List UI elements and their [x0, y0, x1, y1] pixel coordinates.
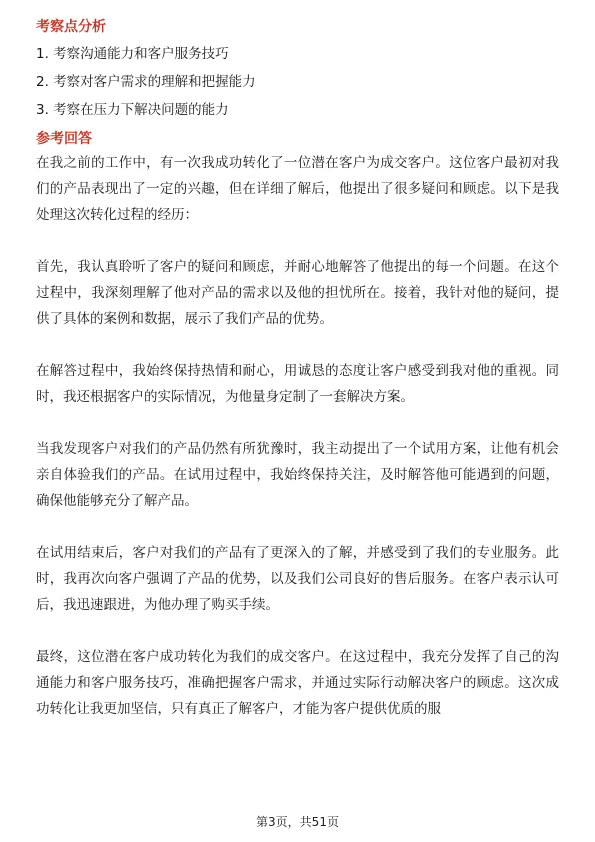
answer-paragraph: 在解答过程中，我始终保持热情和耐心，用诚恳的态度让客户感受到我对他的重视。同时，我还根据客户的实际情况，为他量身定制了一套解决方案。 — [36, 363, 559, 405]
paragraph-gap — [36, 228, 559, 254]
answer-paragraph: 在我之前的工作中，有一次我成功转化了一位潜在客户为成交客户。这位客户最初对我们的产品表现出了一定的兴趣，但在详细了解后，他提出了很多疑问和顾虑。以下是我处理这次转化过程的经历： — [36, 155, 559, 223]
paragraph-gap — [36, 514, 559, 540]
paragraph-gap — [36, 618, 559, 644]
answer-paragraph: 首先，我认真聆听了客户的疑问和顾虑，并耐心地解答了他提出的每一个问题。在这个过程中，我深刻理解了他对产品的需求以及他的担忧所在。接着，我针对他的疑问，提供了具体的案例和数据，展示了我们产品的优势。 — [36, 259, 559, 327]
paragraph-gap — [36, 410, 559, 436]
answer-paragraph: 在试用结束后，客户对我们的产品有了更深入的了解，并感受到了我们的专业服务。此时，我再次向客户强调了产品的优势，以及我们公司良好的售后服务。在客户表示认可后，我迅速跟进，为他办理了购买手续。 — [36, 545, 559, 613]
answer-paragraph: 最终，这位潜在客户成功转化为我们的成交客户。在这过程中，我充分发挥了自己的沟通能力和客户服务技巧，准确把握客户需求，并通过实际行动解决客户的顾虑。这次成功转化让我更加坚信，只有真正了解客户，才能为客户提供优质的服 — [36, 649, 559, 717]
list-item: 2. 考察对客户需求的理解和把握能力 — [36, 74, 256, 90]
analysis-heading: 考察点分析 — [36, 19, 106, 35]
paragraph-gap — [36, 332, 559, 358]
analysis-list — [36, 40, 559, 124]
page-number: 第3页，共51页 — [256, 815, 339, 829]
answer-heading: 参考回答 — [36, 131, 92, 147]
answer-paragraph: 当我发现客户对我们的产品仍然有所犹豫时，我主动提出了一个试用方案，让他有机会亲自体验我们的产品。在试用过程中，我始终保持关注，及时解答他可能遇到的问题，确保他能够充分了解产品。 — [36, 441, 559, 509]
document-page — [36, 16, 559, 722]
list-item: 1. 考察沟通能力和客户服务技巧 — [36, 46, 229, 62]
list-item: 3. 考察在压力下解决问题的能力 — [36, 102, 229, 118]
